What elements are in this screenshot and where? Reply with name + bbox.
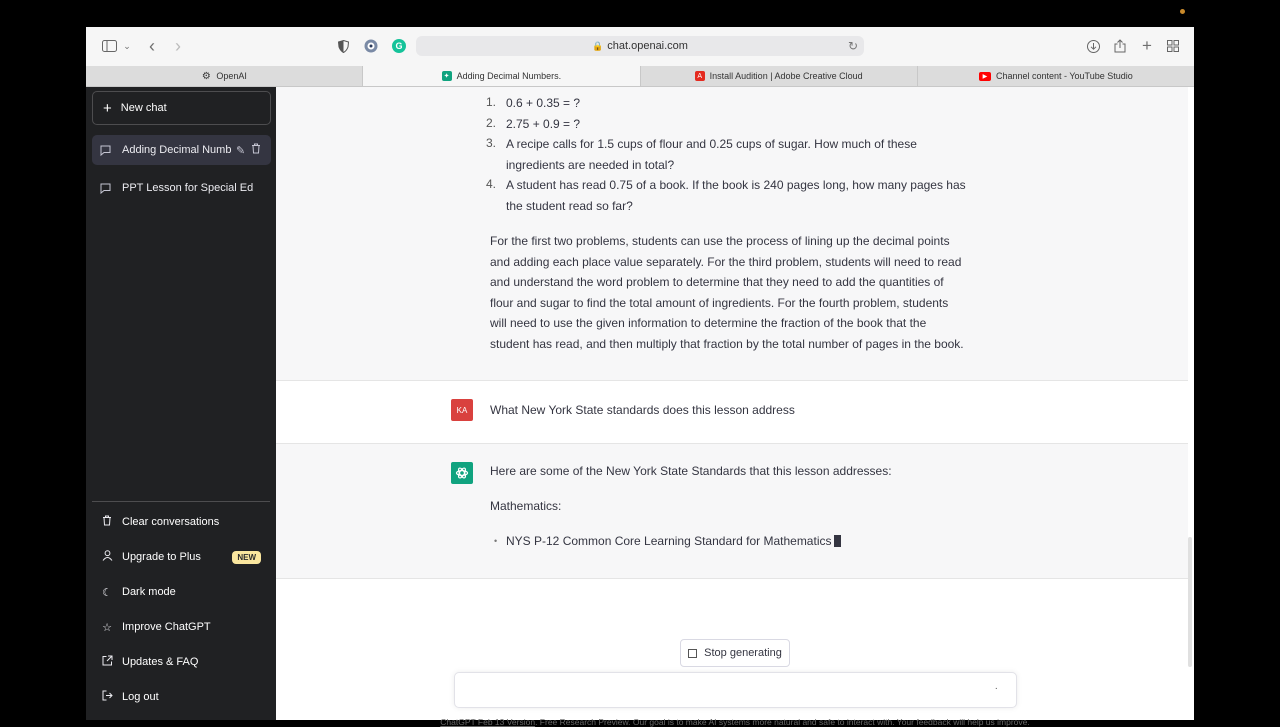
menu-label: Clear conversations xyxy=(122,516,220,528)
recording-dot xyxy=(1180,9,1185,14)
list-item: 0.6 + 0.35 = ? xyxy=(506,96,581,110)
list-number: 1. xyxy=(485,95,496,109)
sidebar-toggle-icon[interactable] xyxy=(100,38,118,54)
menu-label: Upgrade to Plus xyxy=(122,551,201,563)
logout-icon xyxy=(100,690,114,704)
loading-dots-icon: · xyxy=(994,683,998,694)
assistant-intro-text: Here are some of the New York State Standards that this lesson addresses: xyxy=(490,464,892,478)
openai-icon: ⚙ xyxy=(201,70,211,82)
adobe-icon: A xyxy=(695,71,705,81)
paragraph-line: student has read, and then multiply that fraction by the total number of pages in the book. xyxy=(490,337,964,351)
new-badge: NEW xyxy=(232,551,261,564)
bullet-marker: • xyxy=(494,536,498,546)
log-out-button[interactable] xyxy=(92,682,271,712)
assistant-message-previous xyxy=(276,87,1188,381)
stop-square-icon xyxy=(688,649,697,658)
user-message-text: What New York State standards does this lesson address xyxy=(490,403,795,417)
list-item-line: A student has read 0.75 of a book. If the book is 240 pages long, how many pages has xyxy=(506,178,966,192)
clear-conversations-button[interactable] xyxy=(92,507,271,537)
list-item: 2.75 + 0.9 = ? xyxy=(506,117,581,131)
paragraph-line: will need to use the given information to determine the fraction of the book that the xyxy=(490,316,927,330)
url-text: chat.openai.com xyxy=(607,40,688,52)
scrollbar[interactable] xyxy=(1188,537,1192,667)
download-icon[interactable] xyxy=(1086,38,1100,54)
list-number: 3. xyxy=(485,136,496,150)
list-item-line: ingredients are needed in total? xyxy=(506,158,675,172)
moon-icon: ☾ xyxy=(102,586,112,599)
lock-icon: 🔒 xyxy=(592,40,604,51)
external-link-icon xyxy=(100,655,114,669)
conversation-item-adding-decimal[interactable] xyxy=(92,135,271,165)
paragraph-line: and adding each place value separately. For the third problem, students will need to read xyxy=(490,255,962,269)
new-tab-icon[interactable]: + xyxy=(1142,36,1152,55)
typing-cursor xyxy=(834,535,841,547)
chat-bubble-icon xyxy=(100,145,114,156)
svg-text:G: G xyxy=(395,41,403,51)
tab-overview-icon[interactable] xyxy=(1166,38,1180,54)
privacy-shield-icon[interactable] xyxy=(336,38,350,54)
conversation-label: PPT Lesson for Special Ed xyxy=(122,182,254,194)
paragraph-line: flour and sugar to find the total amount of ingredients. For the fourth problem, students xyxy=(490,296,949,310)
new-chat-label: New chat xyxy=(120,102,167,114)
trash-icon[interactable] xyxy=(251,143,261,157)
stop-generating-button[interactable] xyxy=(680,639,790,667)
extension-icon[interactable] xyxy=(364,38,378,54)
list-number: 2. xyxy=(485,116,496,130)
bullet-text: NYS P-12 Common Core Learning Standard for Mathematics xyxy=(506,534,832,548)
tab-title: Adding Decimal Numbers. xyxy=(456,71,562,81)
grammarly-icon[interactable] xyxy=(392,38,406,54)
browser-toolbar xyxy=(86,27,1194,66)
chat-main xyxy=(276,87,1194,727)
conversation-label: Adding Decimal Numb xyxy=(122,144,232,156)
user-icon xyxy=(100,550,114,564)
user-message xyxy=(276,381,1188,444)
assistant-heading: Mathematics: xyxy=(490,499,562,513)
share-icon[interactable] xyxy=(1113,38,1127,54)
footer-text: . Free Research Preview. Our goal is to make AI systems more natural and safe to interact with. Your feedback will help us improve. xyxy=(535,717,1030,727)
tab-adobe[interactable] xyxy=(641,66,918,86)
list-number: 4. xyxy=(485,177,496,191)
stop-generating-label: Stop generating xyxy=(704,647,782,659)
conversation-item-ppt-lesson[interactable] xyxy=(92,173,271,203)
tab-adding-decimal[interactable] xyxy=(363,66,640,86)
updates-faq-button[interactable] xyxy=(92,647,271,677)
footer-disclaimer xyxy=(276,717,1194,727)
reload-icon[interactable]: ↻ xyxy=(847,39,858,53)
chatgpt-icon: ✦ xyxy=(442,71,452,81)
tab-title: Channel content - YouTube Studio xyxy=(995,71,1133,81)
menu-label: Improve ChatGPT xyxy=(122,621,211,633)
chevron-down-icon[interactable]: ⌄ xyxy=(123,40,131,51)
forward-icon[interactable]: › xyxy=(175,35,181,56)
tab-bar xyxy=(86,66,1194,87)
trash-icon xyxy=(100,515,114,529)
youtube-icon: ▶ xyxy=(979,72,991,81)
paragraph-line: For the first two problems, students can use the process of lining up the decimal points xyxy=(490,234,950,248)
improve-chatgpt-button[interactable] xyxy=(92,612,271,642)
assistant-message-current xyxy=(276,444,1188,579)
menu-label: Log out xyxy=(122,691,159,703)
back-icon[interactable]: ‹ xyxy=(149,35,155,56)
menu-label: Updates & FAQ xyxy=(122,656,199,668)
chat-bubble-icon xyxy=(100,183,114,194)
new-chat-button[interactable] xyxy=(92,91,271,125)
chatgpt-logo-icon xyxy=(451,462,473,484)
paragraph-line: and understand the word problem to determine that they need to add the quantities of xyxy=(490,275,944,289)
tab-openai[interactable] xyxy=(86,66,363,86)
tab-youtube[interactable] xyxy=(918,66,1194,86)
tab-title: Install Audition | Adobe Creative Cloud xyxy=(709,71,863,81)
tab-title: OpenAI xyxy=(216,71,247,81)
plus-icon: + xyxy=(103,99,112,117)
list-item-line: A recipe calls for 1.5 cups of flour and 0.25 cups of sugar. How much of these xyxy=(506,137,917,151)
user-avatar: KA xyxy=(451,399,473,421)
message-input[interactable] xyxy=(454,672,1017,708)
list-item-line: the student read so far? xyxy=(506,199,633,213)
upgrade-to-plus-button[interactable] xyxy=(92,542,271,572)
menu-label: Dark mode xyxy=(122,586,176,598)
edit-icon[interactable]: ✎ xyxy=(236,144,246,157)
sidebar-divider xyxy=(92,501,270,502)
browser-window xyxy=(86,27,1194,727)
sidebar xyxy=(86,87,276,720)
dark-mode-button[interactable] xyxy=(92,577,271,607)
star-icon: ☆ xyxy=(102,621,112,634)
bullet-item xyxy=(506,531,841,552)
address-bar[interactable] xyxy=(416,36,864,56)
version-link[interactable]: ChatGPT Feb 13 Version xyxy=(440,717,536,727)
